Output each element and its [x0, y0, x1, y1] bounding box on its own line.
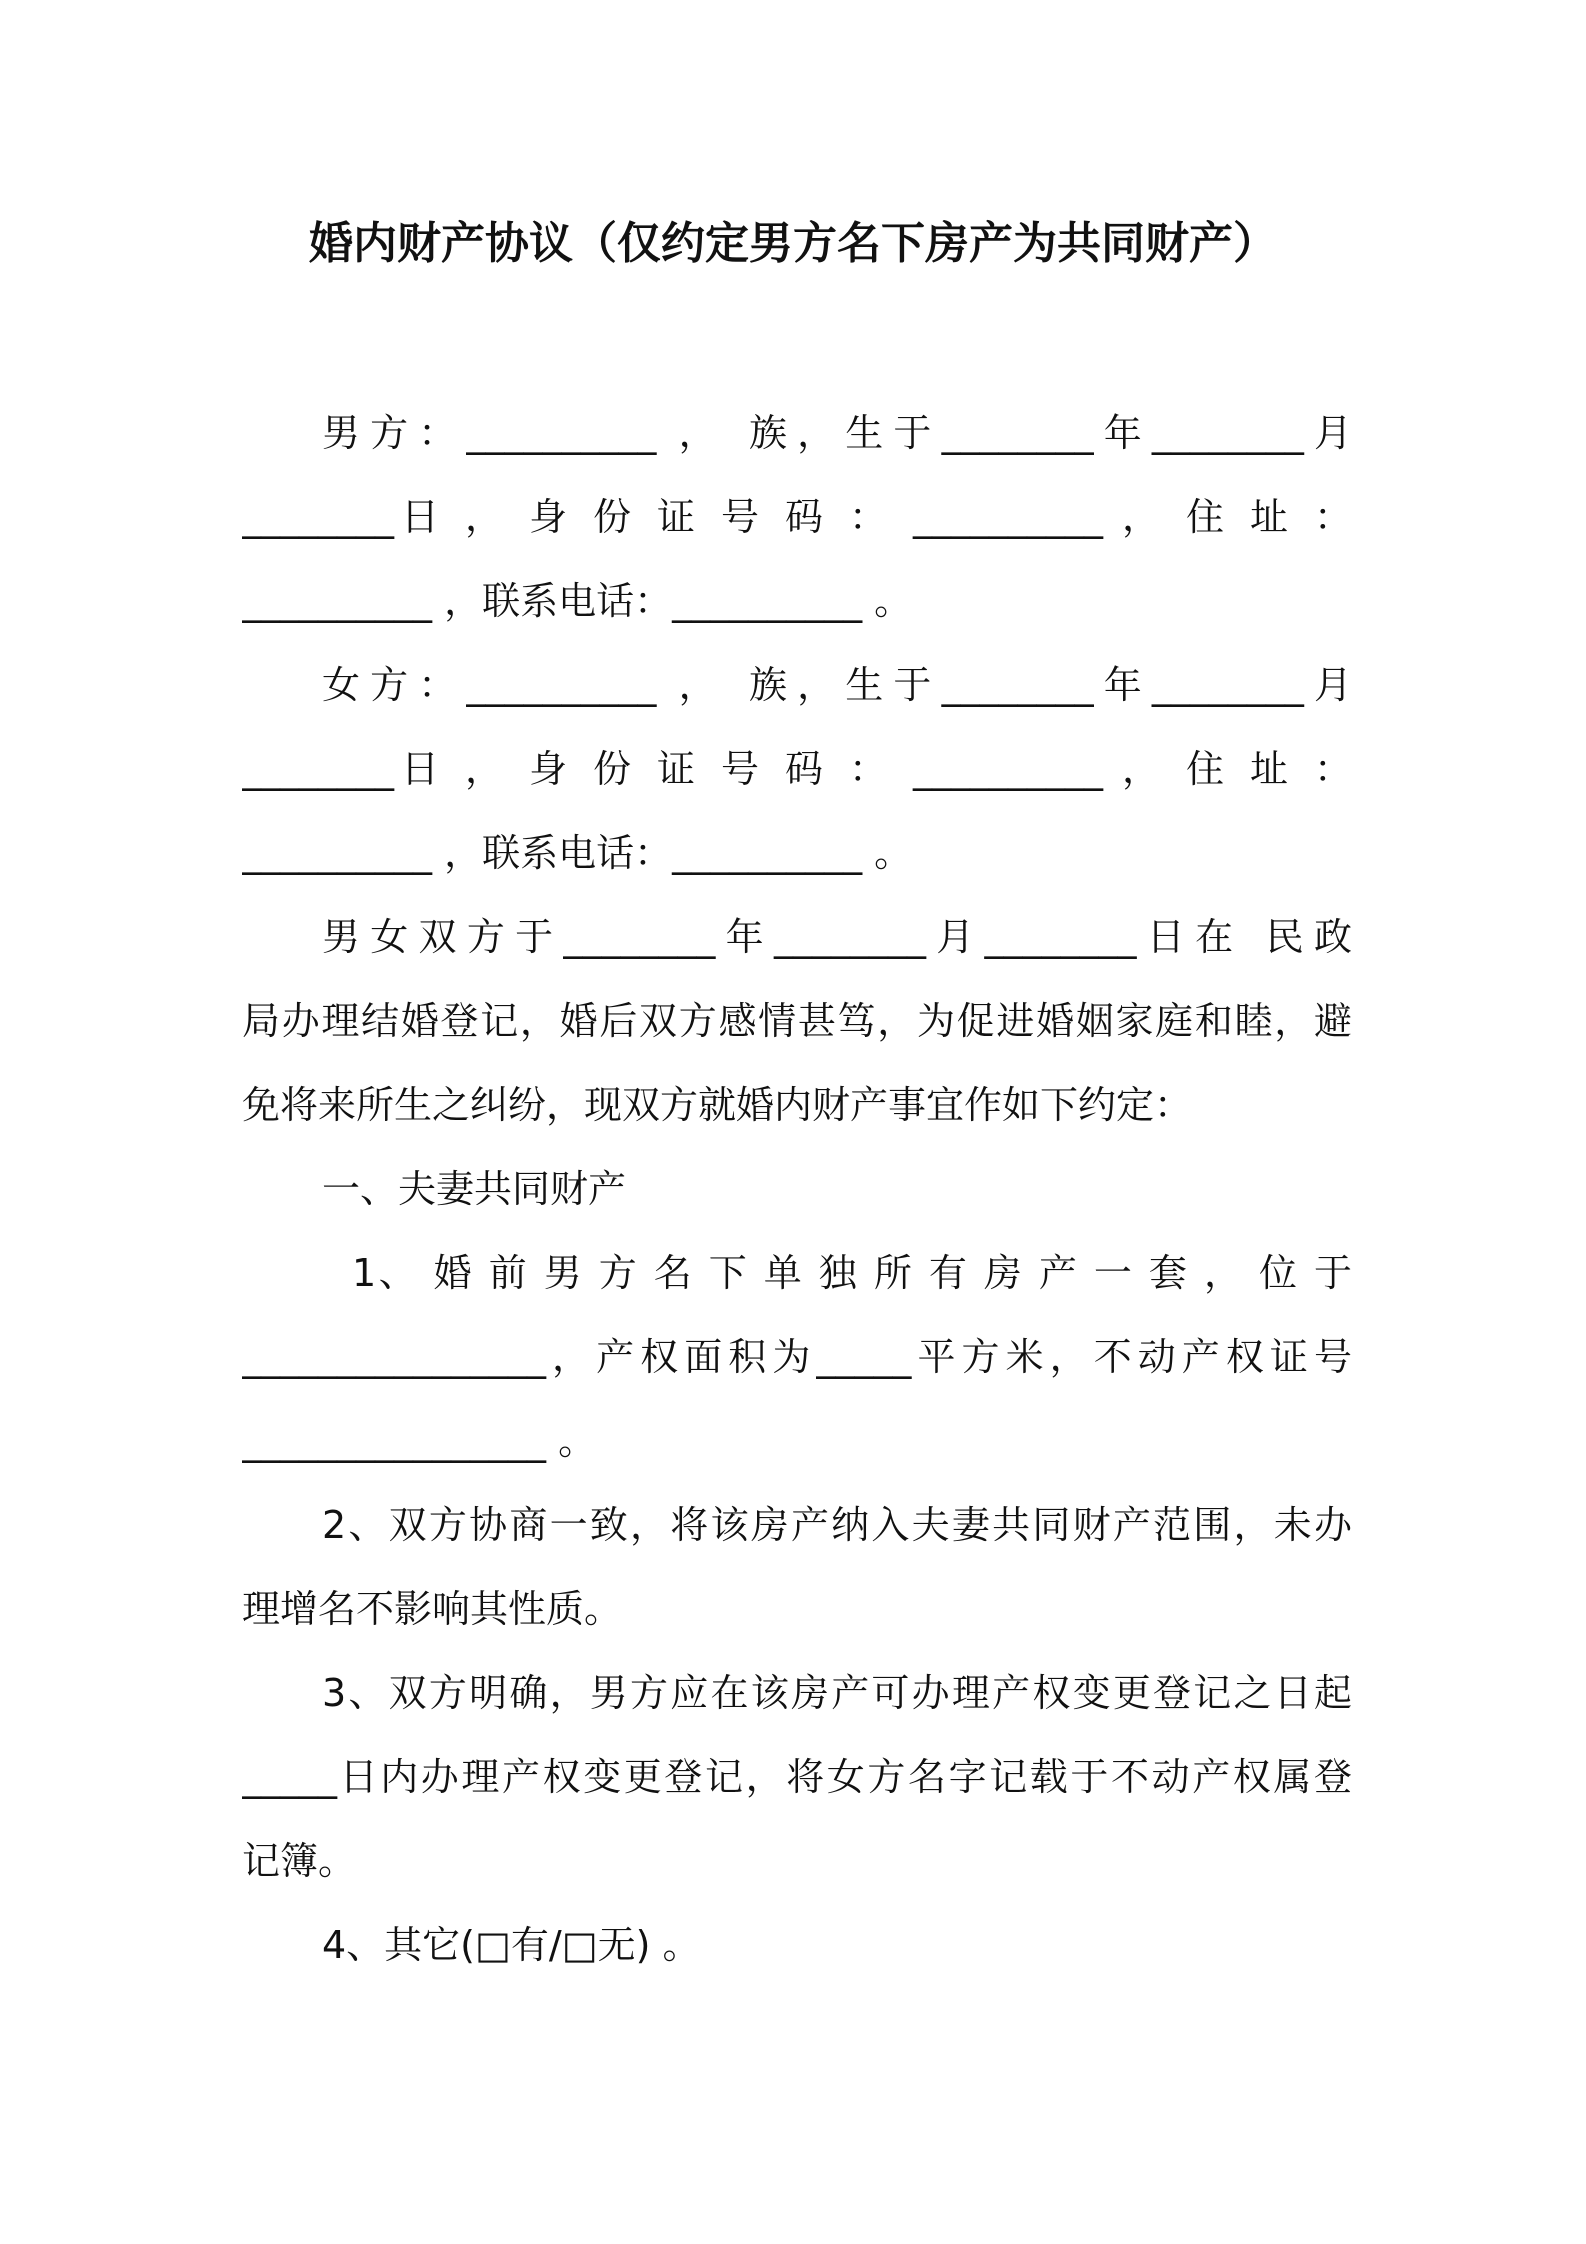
- male-party-line-1: 男方：__________ ， 族，生于________年________月: [322, 411, 1352, 455]
- male-party-line-3: __________ ，联系电话：__________ 。: [242, 579, 913, 623]
- male-party-line-2: ________日 ， 身 份 证 号 码 ： __________ ， 住 址 ：: [242, 495, 1352, 539]
- marriage-intro-line-3: 免将来所生之纠纷，现双方就婚内财产事宜作如下约定：: [242, 1083, 1193, 1127]
- clause-2-line-1: 2、双方协商一致，将该房产纳入夫妻共同财产范围，未办: [322, 1503, 1352, 1547]
- female-party-line-2: ________日 ， 身 份 证 号 码 ： __________ ， 住 址 ：: [242, 747, 1352, 791]
- female-party-line-1: 女方：__________ ， 族，生于________年________月: [322, 663, 1352, 707]
- clause-3-line-3: 记簿。: [242, 1839, 357, 1883]
- clause-4-line-1: 4、其它(□有/□无) 。: [322, 1923, 701, 1967]
- section-heading-joint-property: 一、夫妻共同财产: [322, 1167, 627, 1211]
- marriage-intro-line-2: 局办理结婚登记，婚后双方感情甚笃，为促进婚姻家庭和睦，避: [242, 999, 1352, 1043]
- clause-3-line-1: 3、双方明确，男方应在该房产可办理产权变更登记之日起: [322, 1671, 1352, 1715]
- clause-1-line-2: ________________，产权面积为_____平方米，不动产权证号: [242, 1335, 1352, 1379]
- female-party-line-3: __________ ，联系电话：__________ 。: [242, 831, 913, 875]
- marriage-intro-line-1: 男女双方于________年________月________日在 民政: [322, 915, 1352, 959]
- document-title: 婚内财产协议（仅约定男方名下房产为共同财产）: [309, 218, 1277, 269]
- clause-3-line-2: _____日内办理产权变更登记，将女方名字记载于不动产权属登: [242, 1755, 1352, 1799]
- clause-2-line-2: 理增名不影响其性质。: [242, 1587, 623, 1631]
- clause-1-line-3: ________________ 。: [242, 1419, 597, 1463]
- clause-1-line-1: 1、 婚 前 男 方 名 下 单 独 所 有 房 产 一 套 ， 位 于: [352, 1251, 1352, 1295]
